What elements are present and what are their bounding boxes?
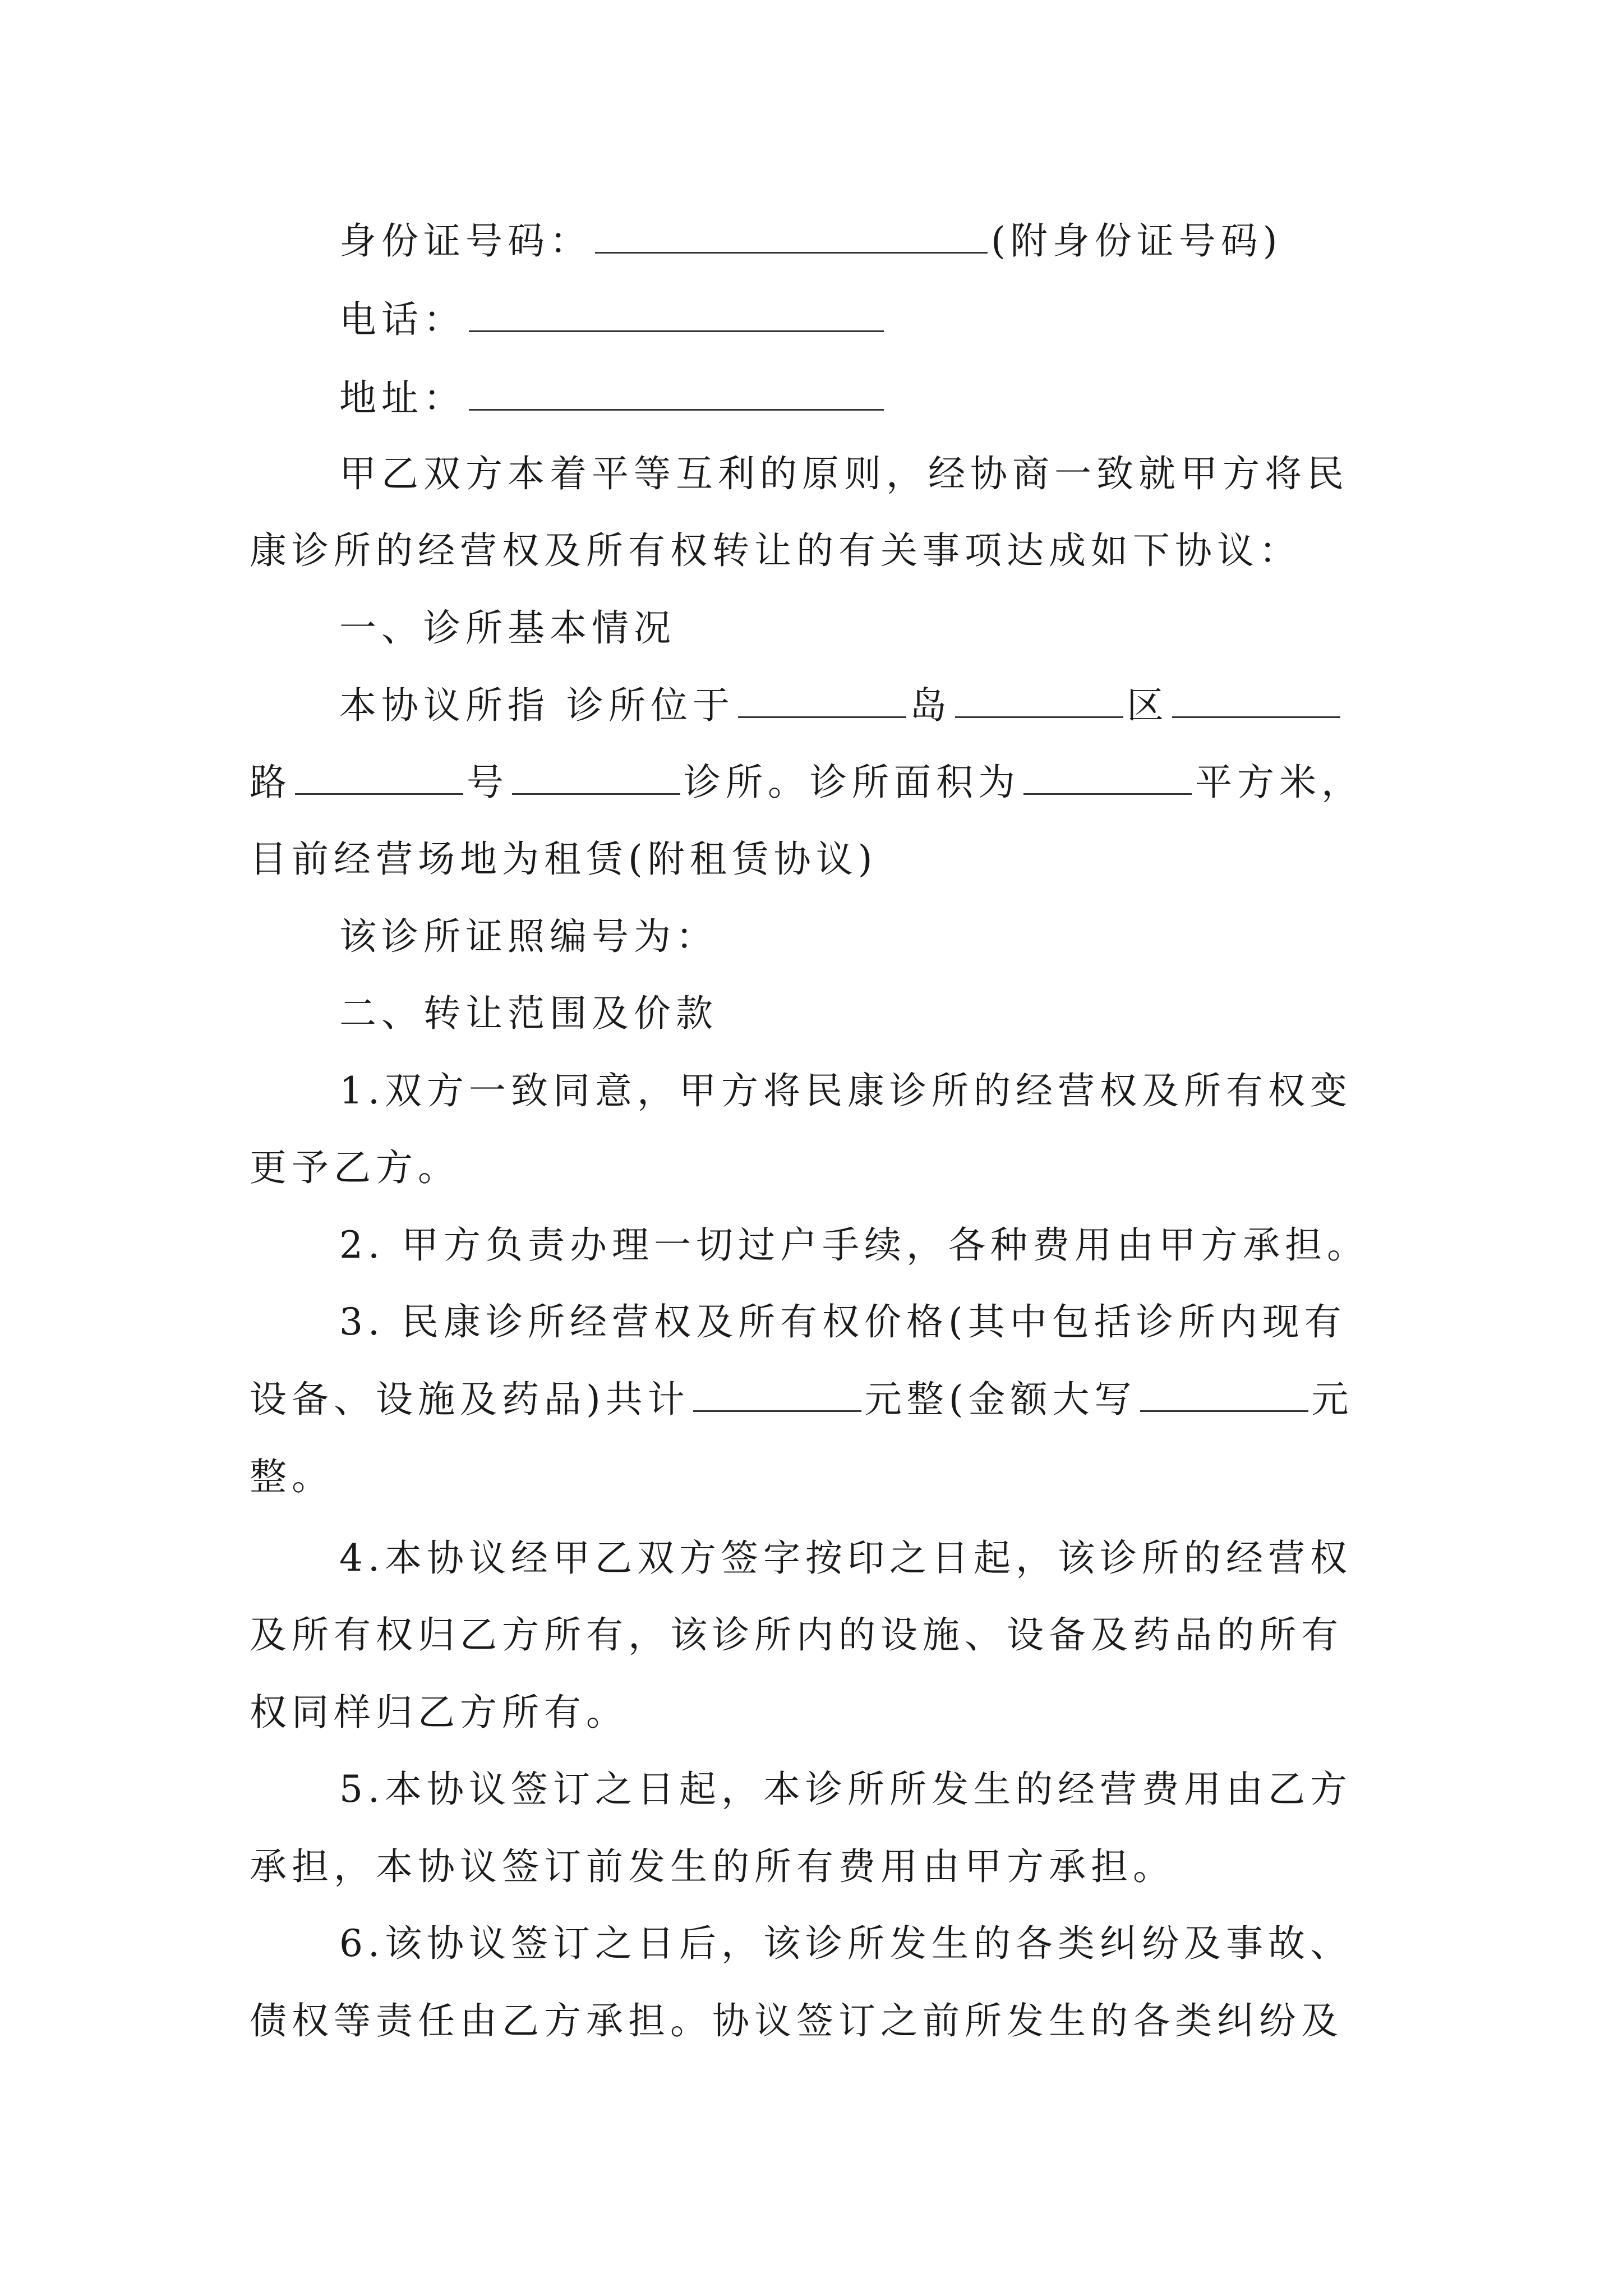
address-label: 地址： [339, 376, 465, 420]
phone-label: 电话： [339, 298, 465, 341]
section1-heading: 一、诊所基本情况 [339, 606, 676, 650]
intro-line-2: 康诊所的经营权及所有权转让的有关事项达成如下协议： [250, 529, 1301, 572]
price-text-a: 设备、设施及药品)共计 [250, 1378, 690, 1421]
area-text: 诊所。诊所面积为 [684, 761, 1020, 804]
item1-line-2: 更予乙方。 [250, 1146, 460, 1189]
item6-line-2: 债权等责任由乙方承担。协议签订之前所发生的各类纠纷及 [250, 1999, 1343, 2042]
location-text-b: 岛 [909, 684, 952, 727]
number-blank [295, 761, 463, 795]
item2-line: 2. 甲方负责办理一切过户手续，各种费用由甲方承担。 [339, 1223, 1369, 1267]
road-label: 路 [250, 761, 292, 804]
phone-line [339, 295, 1405, 345]
id-number-note: (附身份证号码) [991, 219, 1283, 263]
clinic-name-blank [512, 761, 680, 795]
item3-line-2 [250, 1374, 1394, 1425]
item6-line-1: 6.该协议签订之日后，该诊所发生的各类纠纷及事故、 [339, 1922, 1352, 1965]
island-blank [738, 684, 906, 718]
price-text-b: 元整(金额大写 [864, 1378, 1137, 1421]
id-number-blank [595, 219, 988, 254]
district-blank [955, 684, 1123, 718]
license-line: 该诊所证照编号为： [339, 915, 718, 958]
price-capital-blank [1140, 1378, 1308, 1412]
item5-line-2: 承担，本协议签订前发生的所有费用由甲方承担。 [250, 1845, 1175, 1888]
location-text-a: 本协议所指 诊所位于 [339, 684, 735, 727]
price-text-c: 元 [1311, 1378, 1354, 1421]
lease-line: 目前经营场地为租赁(附租赁协议) [250, 838, 878, 881]
id-number-line [339, 216, 1405, 266]
location-text-c: 区 [1126, 684, 1169, 727]
address-blank [469, 376, 884, 411]
location-line-2 [250, 757, 1394, 808]
area-unit: 平方米， [1195, 761, 1363, 804]
item4-line-3: 权同样归乙方所有。 [250, 1691, 628, 1734]
section2-heading: 二、转让范围及价款 [339, 992, 718, 1035]
item4-line-1: 4.本协议经甲乙双方签字按印之日起，该诊所的经营权 [339, 1536, 1352, 1580]
location-line-1 [339, 680, 1405, 731]
intro-line-1: 甲乙双方本着平等互利的原则，经协商一致就甲方将民 [339, 452, 1349, 495]
item3-line-3: 整。 [250, 1455, 334, 1498]
price-blank [693, 1378, 861, 1412]
id-number-label: 身份证号码： [339, 219, 592, 263]
phone-blank [469, 298, 884, 332]
item3-line-1: 3. 民康诊所经营权及所有权价格(其中包括诊所内现有 [339, 1300, 1347, 1343]
address-line [339, 373, 1405, 424]
item1-line-1: 1.双方一致同意，甲方将民康诊所的经营权及所有权变 [339, 1069, 1352, 1112]
item4-line-2: 及所有权归乙方所有，该诊所内的设施、设备及药品的所有 [250, 1613, 1343, 1657]
road-blank [1172, 684, 1340, 718]
area-blank [1023, 761, 1192, 795]
item5-line-1: 5.本协议签订之日起，本诊所所发生的经营费用由乙方 [339, 1768, 1352, 1811]
number-label: 号 [467, 761, 509, 804]
